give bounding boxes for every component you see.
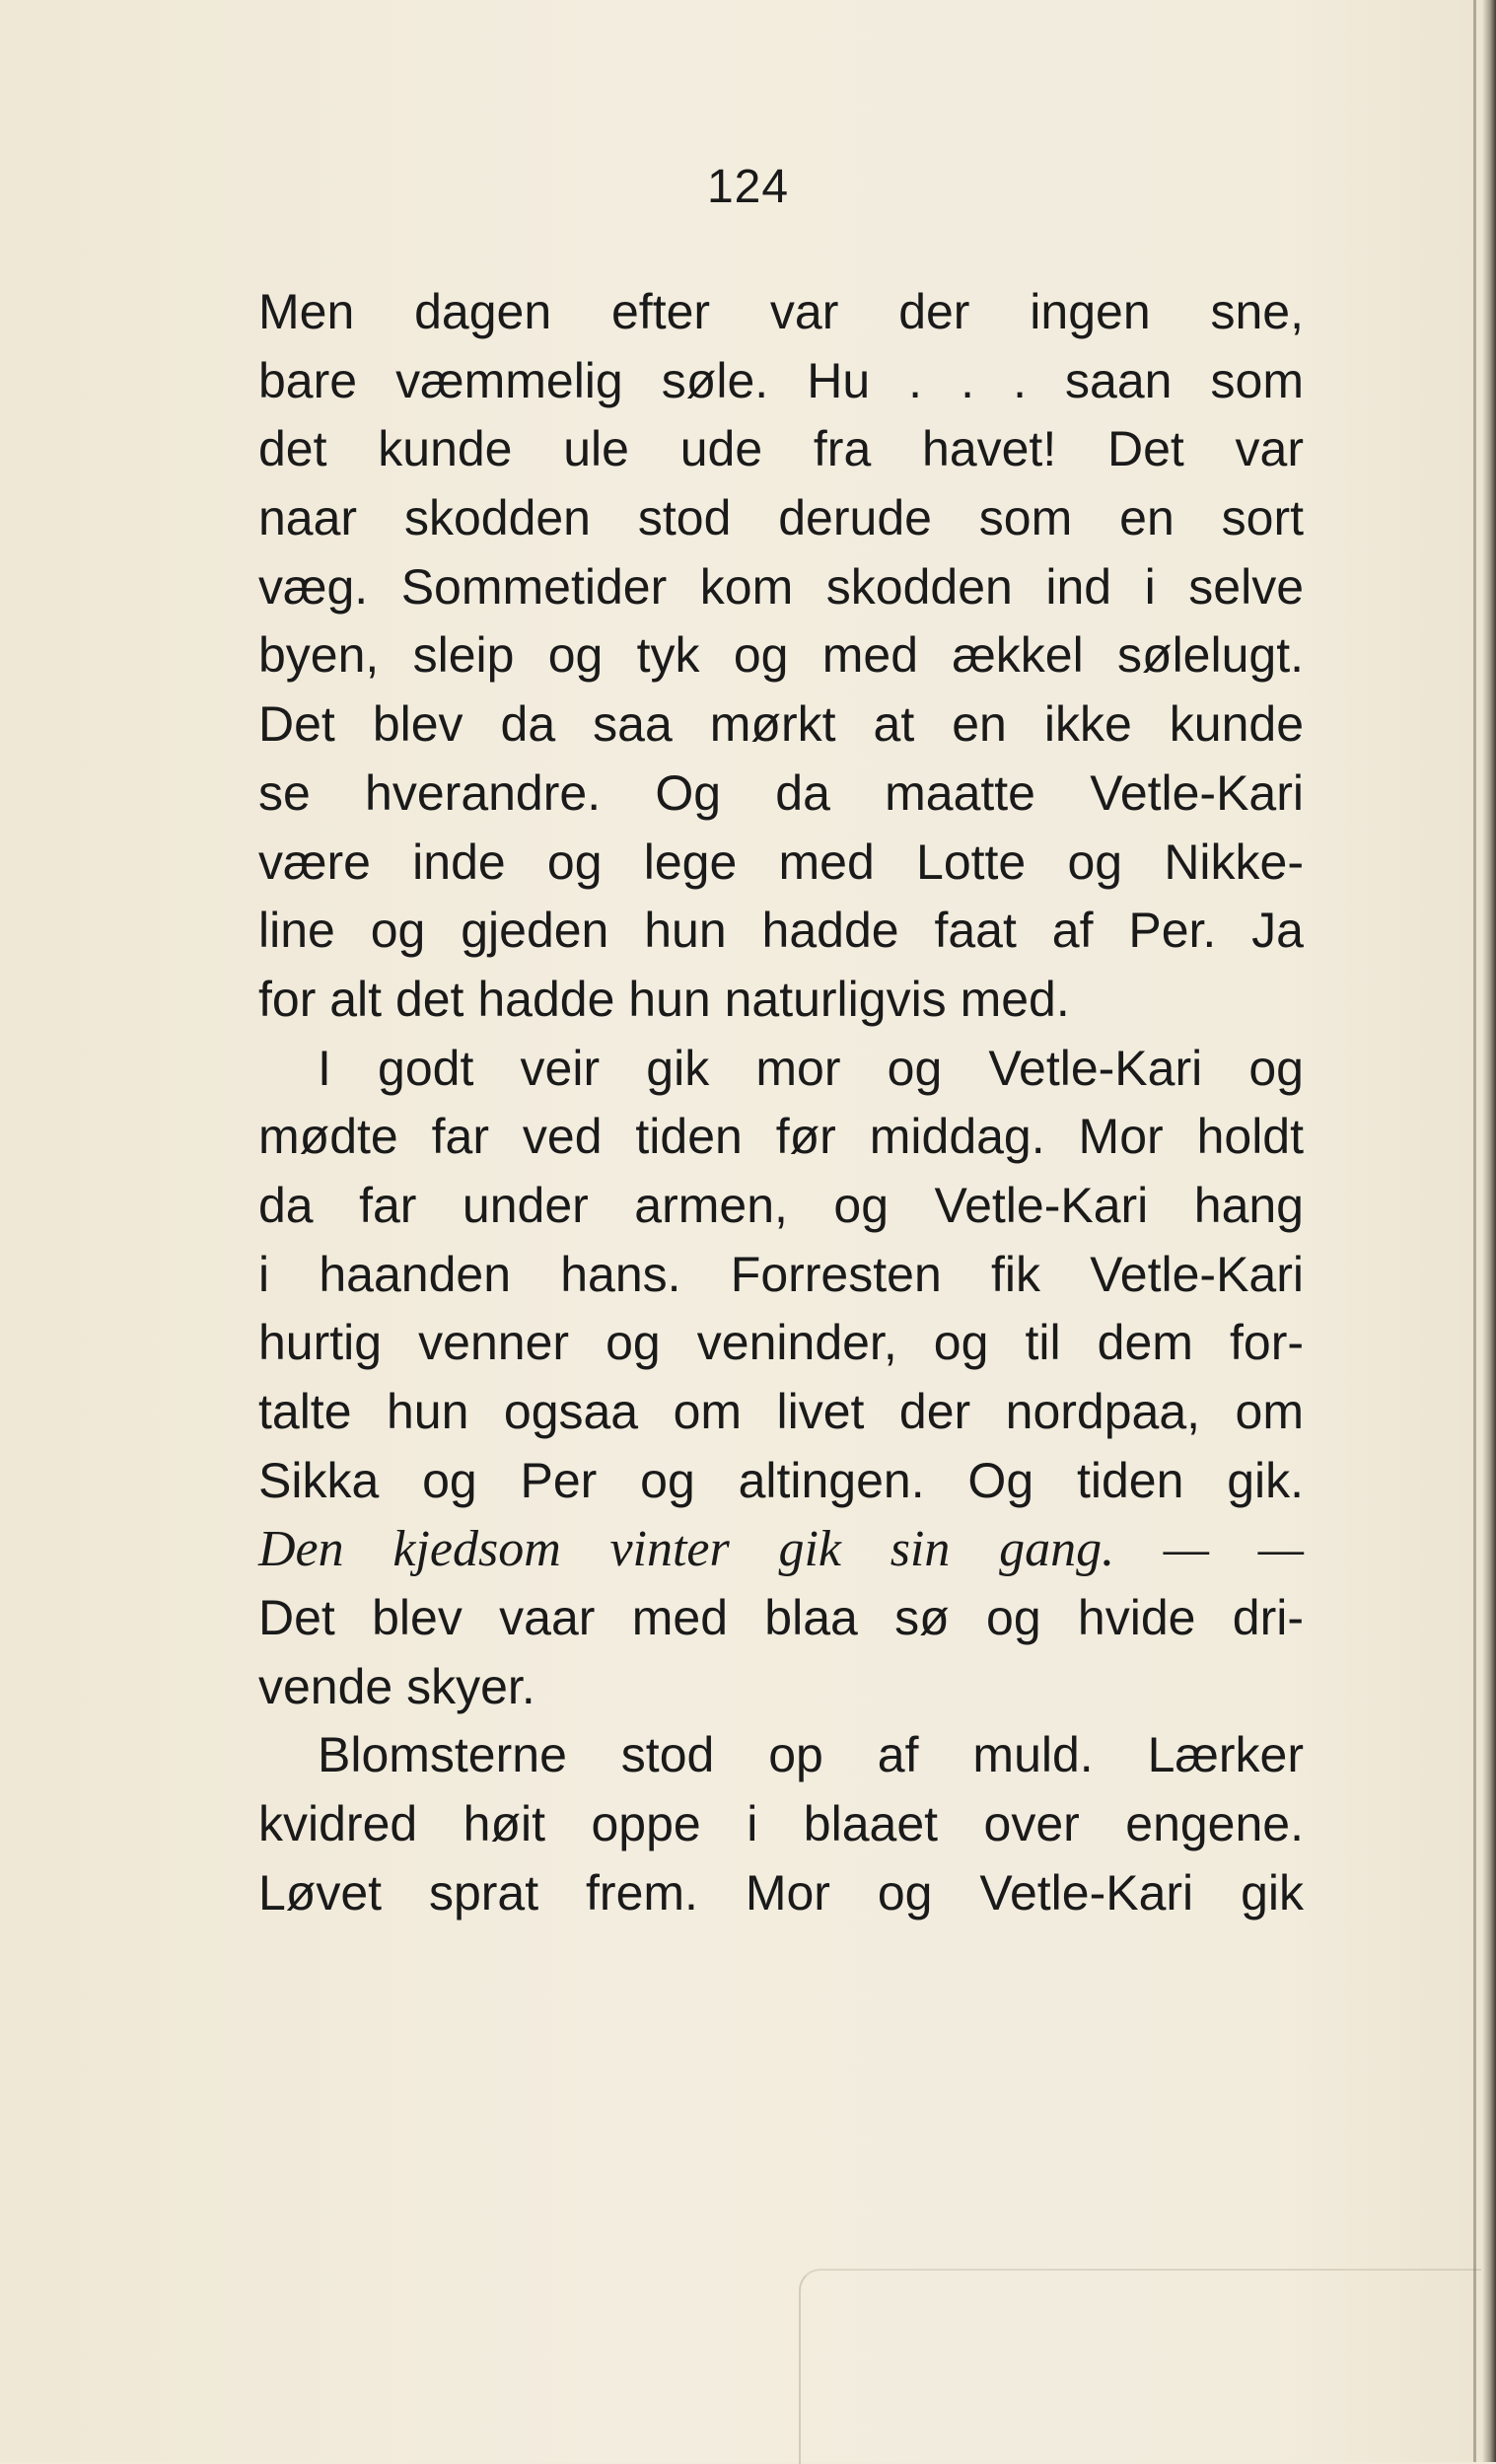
text-line: i haanden hans. Forresten fik Vetle-Kari [258,1246,1304,1302]
text-line: byen, sleip og tyk og med ækkel sølelugt. [258,627,1304,684]
text-line: det kunde ule ude fra havet! Det var [258,421,1304,477]
page-edge-line [1473,0,1476,2462]
text-line: se hverandre. Og da maatte Vetle-Kari [258,764,1304,821]
text-line: line og gjeden hun hadde faat af Per. Ja [258,903,1304,959]
page-number: 124 [706,161,790,213]
body-text [258,278,1304,1928]
text-line: naar skodden stod derude som en sort [258,490,1304,546]
text-line: bare væmmelig søle. Hu . . . saan som [258,352,1304,408]
text-line: da far under armen, og Vetle-Kari hang [258,1177,1304,1233]
text-line: væg. Sommetider kom skodden ind i selve [258,558,1304,615]
text-line: mødte far ved tiden før middag. Mor holdt [258,1109,1304,1165]
text-line: Men dagen efter var der ingen sne, [258,284,1304,339]
text-line-italic: Den kjedsom vinter gik sin gang. — — [258,1521,1304,1578]
page-edge-shadow [1482,0,1496,2462]
page-fold-mark [799,2269,1481,2464]
text-line: kvidred høit oppe i blaaet over engene. [258,1796,1304,1852]
text-line: Sikka og Per og altingen. Og tiden gik. [258,1452,1304,1508]
text-line: Det blev da saa mørkt at en ikke kunde [258,696,1304,753]
text-line: vende skyer. [258,1658,535,1714]
text-line: hurtig venner og veninder, og til dem for- [258,1315,1304,1371]
text-line: Blomsterne stod op af muld. Lærker [318,1727,1304,1783]
text-line: talte hun ogsaa om livet der nordpaa, om [258,1384,1304,1439]
text-line: Det blev vaar med blaa sø og hvide dri- [258,1590,1304,1646]
text-line: for alt det hadde hun naturligvis med. [258,971,1070,1027]
text-line: Løvet sprat frem. Mor og Vetle-Kari gik [258,1864,1304,1920]
text-line: være inde og lege med Lotte og Nikke- [258,833,1304,890]
text-line: I godt veir gik mor og Vetle-Kari og [318,1040,1304,1096]
